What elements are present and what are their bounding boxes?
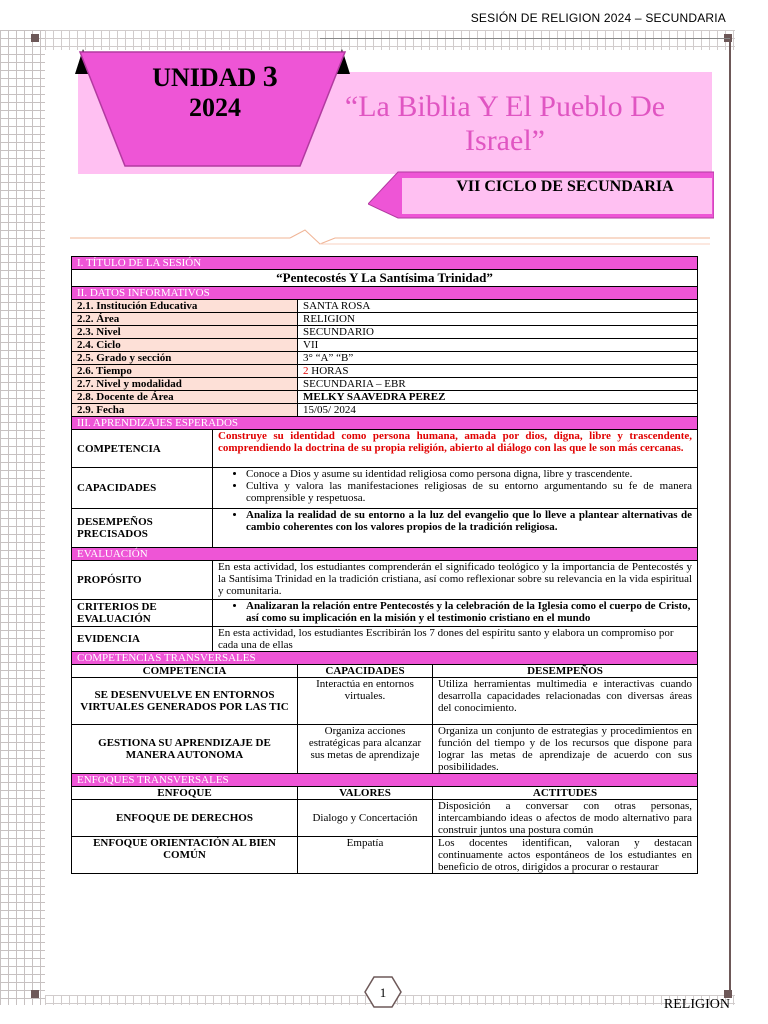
column-header: ACTITUDES: [433, 787, 698, 800]
criterios-label: CRITERIOS DE EVALUACIÓN: [72, 600, 213, 627]
datos-row: 2.3. Nivel SECUNDARIO: [72, 326, 698, 339]
corner-marker: [31, 990, 39, 998]
header-rule: [320, 38, 730, 39]
competencia-text: Construye su identidad como persona humana, amada por dios, digna, libre y trascendente, comprendiendo la doctrina de su propia religión, abierto al diálogo con las que le son más cercanas.: [213, 430, 698, 468]
decorative-divider: [70, 228, 710, 248]
page-footer: RELIGION: [663, 997, 730, 1012]
desempenos-label: DESEMPEÑOS PRECISADOS: [72, 509, 213, 548]
unit-year: 2024: [189, 93, 241, 122]
capacidades-label: CAPACIDADES: [72, 468, 213, 509]
list-item: • Analiza la realidad de su entorno a la luz del evangelio que lo lleve a plantear alternativas de cambio coherentes con los valores propios de la tradición religiosa.: [246, 509, 692, 533]
evidencia-label: EVIDENCIA: [72, 627, 213, 652]
proposito-text: En esta actividad, los estudiantes comprenderán el significado teológico y la importancia de Pentecostés y la Santísima Trinidad en la tradición cristiana, así como reflexionar sobre su relevancia en la vida espiritual y comunitaria.: [213, 561, 698, 600]
capacidades-list: [218, 468, 692, 504]
session-title: “Pentecostés Y La Santísima Trinidad”: [72, 270, 698, 287]
list-item: • Conoce a Dios y asume su identidad religiosa como persona digna, libre y trascendente.: [246, 468, 692, 480]
datos-row: 2.8. Docente de Área MELKY SAAVEDRA PEREZ: [72, 391, 698, 404]
proposito-label: PROPÓSITO: [72, 561, 213, 600]
table-row: GESTIONA SU APRENDIZAJE DE MANERA AUTONOMA Organiza acciones estratégicas para alcanzar sus metas de aprendizaje Organiza un conjunto de estrategias y procedimientos en función del tiempo y de los recursos que dispone para lograr las metas de aprendizaje de acuerdo con sus posibilidades.: [72, 725, 698, 774]
section-aprendizajes-heading: III. APRENDIZAJES ESPERADOS: [72, 417, 698, 430]
datos-row: 2.9. Fecha 15/05/ 2024: [72, 404, 698, 417]
cycle-label: VII CICLO DE SECUNDARIA: [456, 178, 674, 195]
grid-background-left: [0, 30, 45, 1005]
evidencia-text: En esta actividad, los estudiantes Escribirán los 7 dones del espíritu santo y elabora un compromiso por cada una de ellas: [213, 627, 698, 652]
unit-title: “La Biblia Y El Pueblo De Israel”: [344, 90, 666, 157]
section-evaluacion-heading: EVALUACIÓN: [72, 548, 698, 561]
tiempo-number: 2: [303, 365, 309, 377]
datos-row: 2.5. Grado y sección 3° “A” “B”: [72, 352, 698, 365]
section-datos-heading: II. DATOS INFORMATIVOS: [72, 287, 698, 300]
table-row: ENFOQUE ORIENTACIÓN AL BIEN COMÚN Empatía Los docentes identifican, valoran y destacan continuamente actos espontáneos de los estudiantes en beneficio de otros, dirigidos a procurar o restaurar: [72, 837, 698, 874]
datos-row: 2.6. Tiempo 2 HORAS: [72, 365, 698, 378]
criterios-list: [218, 600, 692, 624]
corner-marker: [31, 34, 39, 42]
page-border-right: [729, 38, 731, 998]
column-header: CAPACIDADES: [298, 665, 433, 678]
grid-background-top: [45, 30, 735, 50]
unit-label: UNIDAD 3 2024: [152, 60, 278, 122]
list-item: • Analizaran la relación entre Pentecostés y la celebración de la Iglesia como el cuerpo de Cristo, así como su implicación en la misión y el testimonio cristiano en el mundo: [246, 600, 692, 624]
table-row: ENFOQUE DE DERECHOS Dialogo y Concertación Disposición a conversar con otras personas, intercambiando ideas o afectos de modo alternativo para construir juntos una postura común: [72, 800, 698, 837]
column-header: COMPETENCIA: [72, 665, 298, 678]
desempenos-list: [218, 509, 692, 533]
datos-row: 2.4. Ciclo VII: [72, 339, 698, 352]
column-header: DESEMPEÑOS: [433, 665, 698, 678]
session-table: [71, 256, 698, 874]
datos-row: 2.7. Nivel y modalidad SECUNDARIA – EBR: [72, 378, 698, 391]
section-competencias-transversales-heading: COMPETENCIAS TRANSVERSALES: [72, 652, 698, 665]
page-number: 1: [379, 985, 387, 1000]
datos-row: 2.1. Institución Educativa SANTA ROSA: [72, 300, 698, 313]
list-item: • Cultiva y valora las manifestaciones religiosas de su entorno argumentando su fe de manera comprensible y respetuosa.: [246, 480, 692, 504]
section-title-heading: I. TÍTULO DE LA SESIÓN: [72, 257, 698, 270]
page-number-badge: [364, 976, 402, 1008]
column-header: ENFOQUE: [72, 787, 298, 800]
column-header: VALORES: [298, 787, 433, 800]
section-enfoques-transversales-heading: ENFOQUES TRANSVERSALES: [72, 774, 698, 787]
table-row: SE DESENVUELVE EN ENTORNOS VIRTUALES GENERADOS POR LAS TIC Interactúa en entornos virtuales. Utiliza herramientas multimedia e interactivas cuando desarrolla capacidades relacionadas con diversas áreas del conocimiento.: [72, 678, 698, 725]
competencia-label: COMPETENCIA: [72, 430, 213, 468]
datos-row: 2.2. Área RELIGION: [72, 313, 698, 326]
page-header: SESIÓN DE RELIGION 2024 – SECUNDARIA: [470, 11, 726, 25]
